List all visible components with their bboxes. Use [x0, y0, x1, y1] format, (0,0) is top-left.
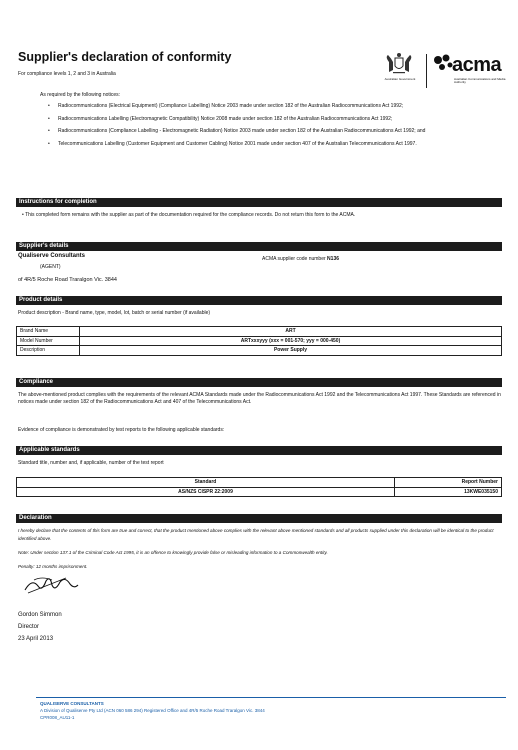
compliance-heading: Compliance	[16, 378, 502, 387]
compliance-evidence: Evidence of compliance is demonstrated by test reports to the following applicable standards:	[18, 427, 225, 433]
instructions-text: • This completed form remains with the supplier as part of the documentation required for the compliance records. Do not return this form to the ACMA.	[22, 212, 356, 218]
table-header-row	[17, 478, 502, 488]
logo-area	[378, 52, 508, 92]
crest-caption: Australian Government	[384, 77, 416, 81]
signature-date: 23 April 2013	[18, 636, 54, 642]
product-heading: Product details	[16, 296, 502, 305]
acma-subtitle: Australian Communications and Media Authority	[454, 77, 506, 85]
acma-wordmark: acma	[452, 54, 502, 76]
brand-value: ART	[80, 327, 502, 337]
list-item: • Radiocommunications (Electrical Equipment) (Compliance Labelling) Notice 2003 made under section 182 of the Australian Radiocommunications Act 1992;	[58, 103, 498, 111]
compliance-text: The above-mentioned product complies with the requirements of the relevant ACMA Standards made under the Radiocommunications Act 1992 and the Telecommunications Act 1997. These Standards are referenced in notices made under section 182 of the Radiocommunications Act and 407 of the Telecommunications Act.	[18, 392, 501, 406]
logo-divider	[426, 54, 427, 88]
notice-list	[58, 103, 498, 153]
description-label: Description	[17, 346, 80, 356]
standards-heading: Applicable standards	[16, 446, 502, 455]
standard-cell: AS/NZS CISPR 22:2009	[17, 487, 395, 497]
footer-company: QUALISERVE CONSULTANTS	[40, 701, 104, 706]
intro-text: As required by the following notices:	[40, 92, 121, 98]
acma-code-number: N136	[327, 256, 339, 262]
list-item: • Radiocommunications (Compliance Labelling - Electromagnetic Radiation) Notice 2003 made under section 182 of the Australian Radiocommunications Act 1992; and	[58, 128, 498, 136]
table-row	[17, 327, 502, 337]
declaration-text: I hereby declare that the contents of this form are true and correct, that the product mentioned above complies with the relevant above mentioned standards and all products supplied under this declaration will be identical to the product identified above.	[18, 528, 494, 541]
supplier-agent: (AGENT)	[40, 264, 61, 270]
acma-code-label: ACMA supplier code number N136	[262, 256, 339, 262]
instructions-heading: Instructions for completion	[16, 198, 502, 207]
description-value: Power Supply	[80, 346, 502, 356]
table-row	[17, 487, 502, 497]
supplier-name: Qualiserve Consultants	[18, 253, 86, 259]
declaration-note: Note: Under section 137.1 of the Criminal Code Act 1995, it is an offence to knowingly provide false or misleading information to a Commonwealth entity.	[18, 550, 328, 555]
product-table	[16, 326, 502, 356]
declaration-heading: Declaration	[16, 514, 502, 523]
standard-column-header: Standard	[17, 478, 395, 488]
footer-divider	[36, 697, 506, 698]
report-number-cell: 13KWE035150	[395, 487, 502, 497]
standards-table	[16, 477, 502, 497]
table-row	[17, 346, 502, 356]
signature-icon	[22, 572, 80, 596]
table-row	[17, 336, 502, 346]
product-description-note: Product description - Brand name, type, model, lot, batch or serial number (if available)	[18, 310, 211, 316]
supplier-address: of 4R/5 Roche Road Traralgon Vic. 3844	[18, 277, 117, 283]
declaration-penalty: Penalty: 12 months imprisonment.	[18, 564, 88, 569]
model-label: Model Number	[17, 336, 80, 346]
model-value: ARTxxxyyy (xxx = 001-570; yyy = 000-450)	[80, 336, 502, 346]
page-subtitle: For compliance levels 1, 2 and 3 in Australia	[18, 71, 116, 77]
list-item: • Telecommunications Labelling (Customer Equipment and Customer Cabling) Notice 2001 made under section 407 of the Australian Telecommunications Act 1997.	[58, 141, 498, 149]
signer-title: Director	[18, 624, 40, 630]
standards-note: Standard title, number and, if applicable, number of the test report	[18, 460, 164, 466]
report-column-header: Report Number	[395, 478, 502, 488]
footer-form-code: CPR008_AU11-1	[40, 715, 75, 720]
list-item: • Radiocommunications Labelling (Electromagnetic Compatibility) Notice 2008 made under section 182 of the Australian Radiocommunications Act 1992;	[58, 116, 498, 124]
page-title: Supplier's declaration of conformity	[18, 50, 232, 64]
footer-address: A Division of Qualiserve Pty Ltd (ACN 060 586 294) Registered Office and 4R/5 Roche Road Traralgon Vic. 3844	[40, 708, 265, 713]
supplier-heading: Supplier's details	[16, 242, 502, 251]
brand-label: Brand Name	[17, 327, 80, 337]
signer-name: Gordon Simmon	[18, 612, 62, 618]
